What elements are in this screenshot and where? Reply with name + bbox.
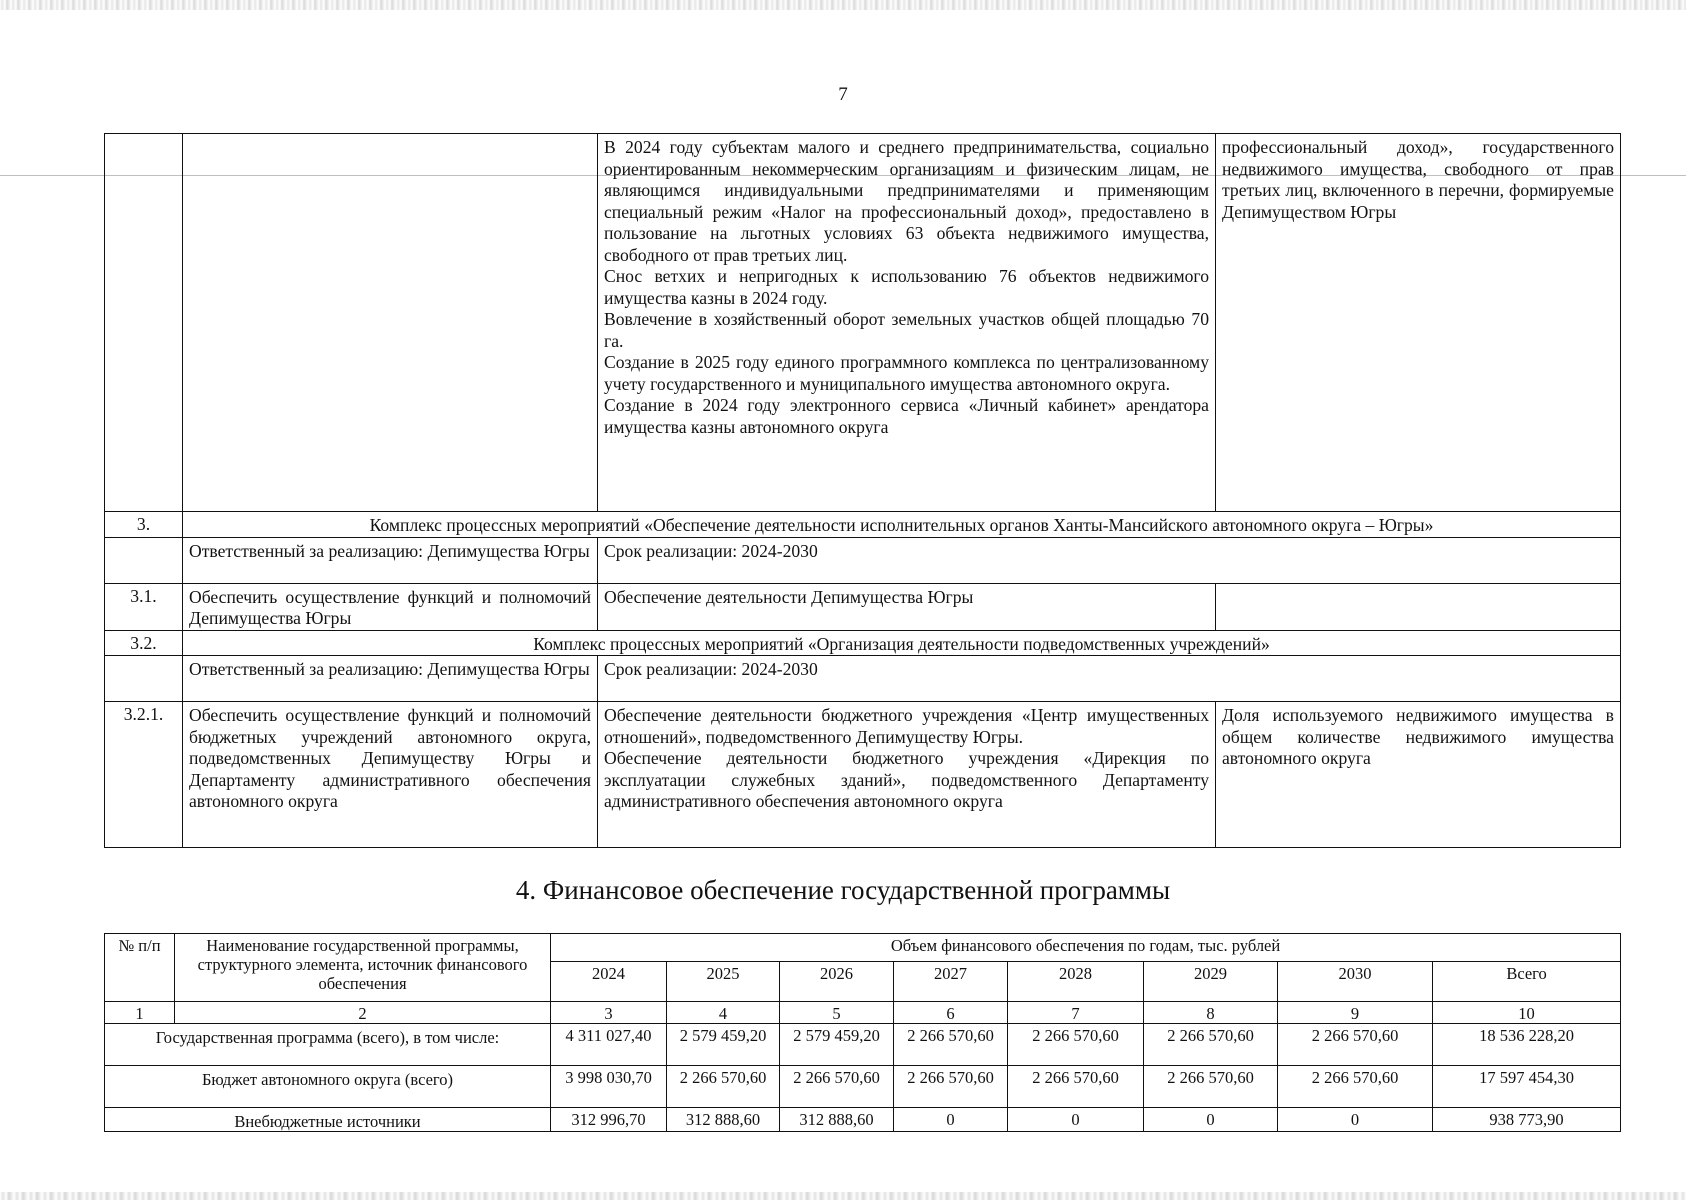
value-cell: 2 266 570,60 (667, 1066, 780, 1108)
result-paragraph: Обеспечение деятельности бюджетного учреждения «Дирекция по эксплуатации служебных зданий», подведомственного Департаменту административного обеспечения автономного округа (604, 748, 1209, 811)
page-number: 7 (838, 84, 848, 105)
value-cell: 2 266 570,60 (894, 1024, 1008, 1066)
table-row (105, 583, 1621, 630)
value-cell: 2 266 570,60 (1144, 1066, 1278, 1108)
header-year: 2024 (551, 962, 667, 1002)
header-volume: Объем финансового обеспечения по годам, тыс. рублей (551, 934, 1621, 962)
value-cell: 0 (1008, 1108, 1144, 1132)
indicator-cell (1216, 583, 1621, 630)
term-cell: Срок реализации: 2024-2030 (598, 656, 1621, 702)
header-year: 2027 (894, 962, 1008, 1002)
value-cell: 4 311 027,40 (551, 1024, 667, 1066)
scan-artifact-bottom (0, 1192, 1686, 1200)
row-number-cell: 3.2. (105, 630, 183, 656)
responsible-cell: Ответственный за реализацию: Депимущества Югры (183, 656, 598, 702)
value-cell: 18 536 228,20 (1433, 1024, 1621, 1066)
row-label: Бюджет автономного округа (всего) (105, 1066, 551, 1108)
table-row (105, 656, 1621, 702)
value-cell: 0 (1144, 1108, 1278, 1132)
section-title: 4. Финансовое обеспечение государственной программы (515, 875, 1171, 905)
result-paragraph: Вовлечение в хозяйственный оборот земельных участков общей площадью 70 га. (604, 309, 1209, 351)
row-number-cell (105, 537, 183, 583)
value-cell: 0 (1278, 1108, 1433, 1132)
value-cell: 312 888,60 (780, 1108, 894, 1132)
table-row (105, 630, 1621, 656)
table-header-row (105, 934, 1621, 962)
header-year: 2030 (1278, 962, 1433, 1002)
column-number: 2 (175, 1002, 551, 1024)
header-year: 2029 (1144, 962, 1278, 1002)
value-cell: 3 998 030,70 (551, 1066, 667, 1108)
header-year: 2025 (667, 962, 780, 1002)
value-cell: 2 266 570,60 (1144, 1024, 1278, 1066)
column-number-row (105, 1002, 1621, 1024)
column-number: 7 (1008, 1002, 1144, 1024)
column-number: 5 (780, 1002, 894, 1024)
responsible-cell: Ответственный за реализацию: Депимущества Югры (183, 537, 598, 583)
result-paragraph: В 2024 году субъектам малого и среднего предпринимательства, социально ориентированным некоммерческим организациям и физическим лицам, не являющимся индивидуальными предпринимателями и применяющим специальный режим «Налог на профессиональный доход», предоставлено в пользование на льготных условиях 63 объекта недвижимого имущества, свободного от прав третьих лиц. (604, 137, 1209, 265)
task-cell: Обеспечить осуществление функций и полномочий бюджетных учреждений автономного округа, подведомственных Депимуществу Югры и Департаменту административного обеспечения автономного округа (183, 702, 598, 848)
result-cell (598, 134, 1216, 512)
value-cell: 2 266 570,60 (1008, 1066, 1144, 1108)
row-number-cell (105, 134, 183, 512)
value-cell: 2 579 459,20 (780, 1024, 894, 1066)
row-number-cell: 3.1. (105, 583, 183, 630)
value-cell: 2 266 570,60 (1278, 1024, 1433, 1066)
header-year: 2028 (1008, 962, 1144, 1002)
result-paragraph: Создание в 2025 году единого программного комплекса по централизованному учету государственного и муниципального имущества автономного округа. (604, 352, 1209, 394)
table-row (105, 1066, 1621, 1108)
complex-title-cell: Комплекс процессных мероприятий «Организация деятельности подведомственных учреждений» (183, 630, 1621, 656)
value-cell: 938 773,90 (1433, 1108, 1621, 1132)
result-paragraph: Создание в 2024 году электронного сервиса «Личный кабинет» арендатора имущества казны автономного округа (604, 395, 1209, 437)
complex-title-cell: Комплекс процессных мероприятий «Обеспечение деятельности исполнительных органов Ханты-Мансийского автономного округа – Югры» (183, 512, 1621, 538)
scan-artifact-top (0, 0, 1686, 10)
row-label: Государственная программа (всего), в том числе: (105, 1024, 551, 1066)
row-number-cell (105, 656, 183, 702)
task-cell (183, 134, 598, 512)
result-cell: Обеспечение деятельности Депимущества Югры (598, 583, 1216, 630)
header-num: № п/п (105, 934, 175, 1002)
financing-table (104, 933, 1621, 1132)
value-cell: 2 266 570,60 (1278, 1066, 1433, 1108)
value-cell: 2 266 570,60 (1008, 1024, 1144, 1066)
table-row (105, 702, 1621, 848)
column-number: 1 (105, 1002, 175, 1024)
table-row (105, 537, 1621, 583)
column-number: 4 (667, 1002, 780, 1024)
column-number: 8 (1144, 1002, 1278, 1024)
term-cell: Срок реализации: 2024-2030 (598, 537, 1621, 583)
table-row (105, 1108, 1621, 1132)
value-cell: 0 (894, 1108, 1008, 1132)
row-number-cell: 3. (105, 512, 183, 538)
table-row (105, 512, 1621, 538)
table-row (105, 1024, 1621, 1066)
value-cell: 17 597 454,30 (1433, 1066, 1621, 1108)
program-structure-table (104, 133, 1621, 848)
indicator-cell: Доля используемого недвижимого имущества в общем количестве недвижимого имущества автономного округа (1216, 702, 1621, 848)
header-total: Всего (1433, 962, 1621, 1002)
row-number-cell: 3.2.1. (105, 702, 183, 848)
result-paragraph: Снос ветхих и непригодных к использованию 76 объектов недвижимого имущества казны в 2024 году. (604, 266, 1209, 308)
column-number: 3 (551, 1002, 667, 1024)
result-paragraph: Обеспечение деятельности бюджетного учреждения «Центр имущественных отношений», подведомственного Депимуществу Югры. (604, 705, 1209, 747)
table-row (105, 134, 1621, 512)
header-name: Наименование государственной программы, структурного элемента, источник финансового обеспечения (175, 934, 551, 1002)
value-cell: 2 266 570,60 (894, 1066, 1008, 1108)
column-number: 6 (894, 1002, 1008, 1024)
column-number: 9 (1278, 1002, 1433, 1024)
value-cell: 312 996,70 (551, 1108, 667, 1132)
value-cell: 2 266 570,60 (780, 1066, 894, 1108)
value-cell: 2 579 459,20 (667, 1024, 780, 1066)
task-cell: Обеспечить осуществление функций и полномочий Депимущества Югры (183, 583, 598, 630)
result-cell (598, 702, 1216, 848)
header-year: 2026 (780, 962, 894, 1002)
column-number: 10 (1433, 1002, 1621, 1024)
value-cell: 312 888,60 (667, 1108, 780, 1132)
row-label: Внебюджетные источники (105, 1108, 551, 1132)
indicator-cell: профессиональный доход», государственного недвижимого имущества, свободного от прав третьих лиц, включенного в перечни, формируемые Депимуществом Югры (1216, 134, 1621, 512)
